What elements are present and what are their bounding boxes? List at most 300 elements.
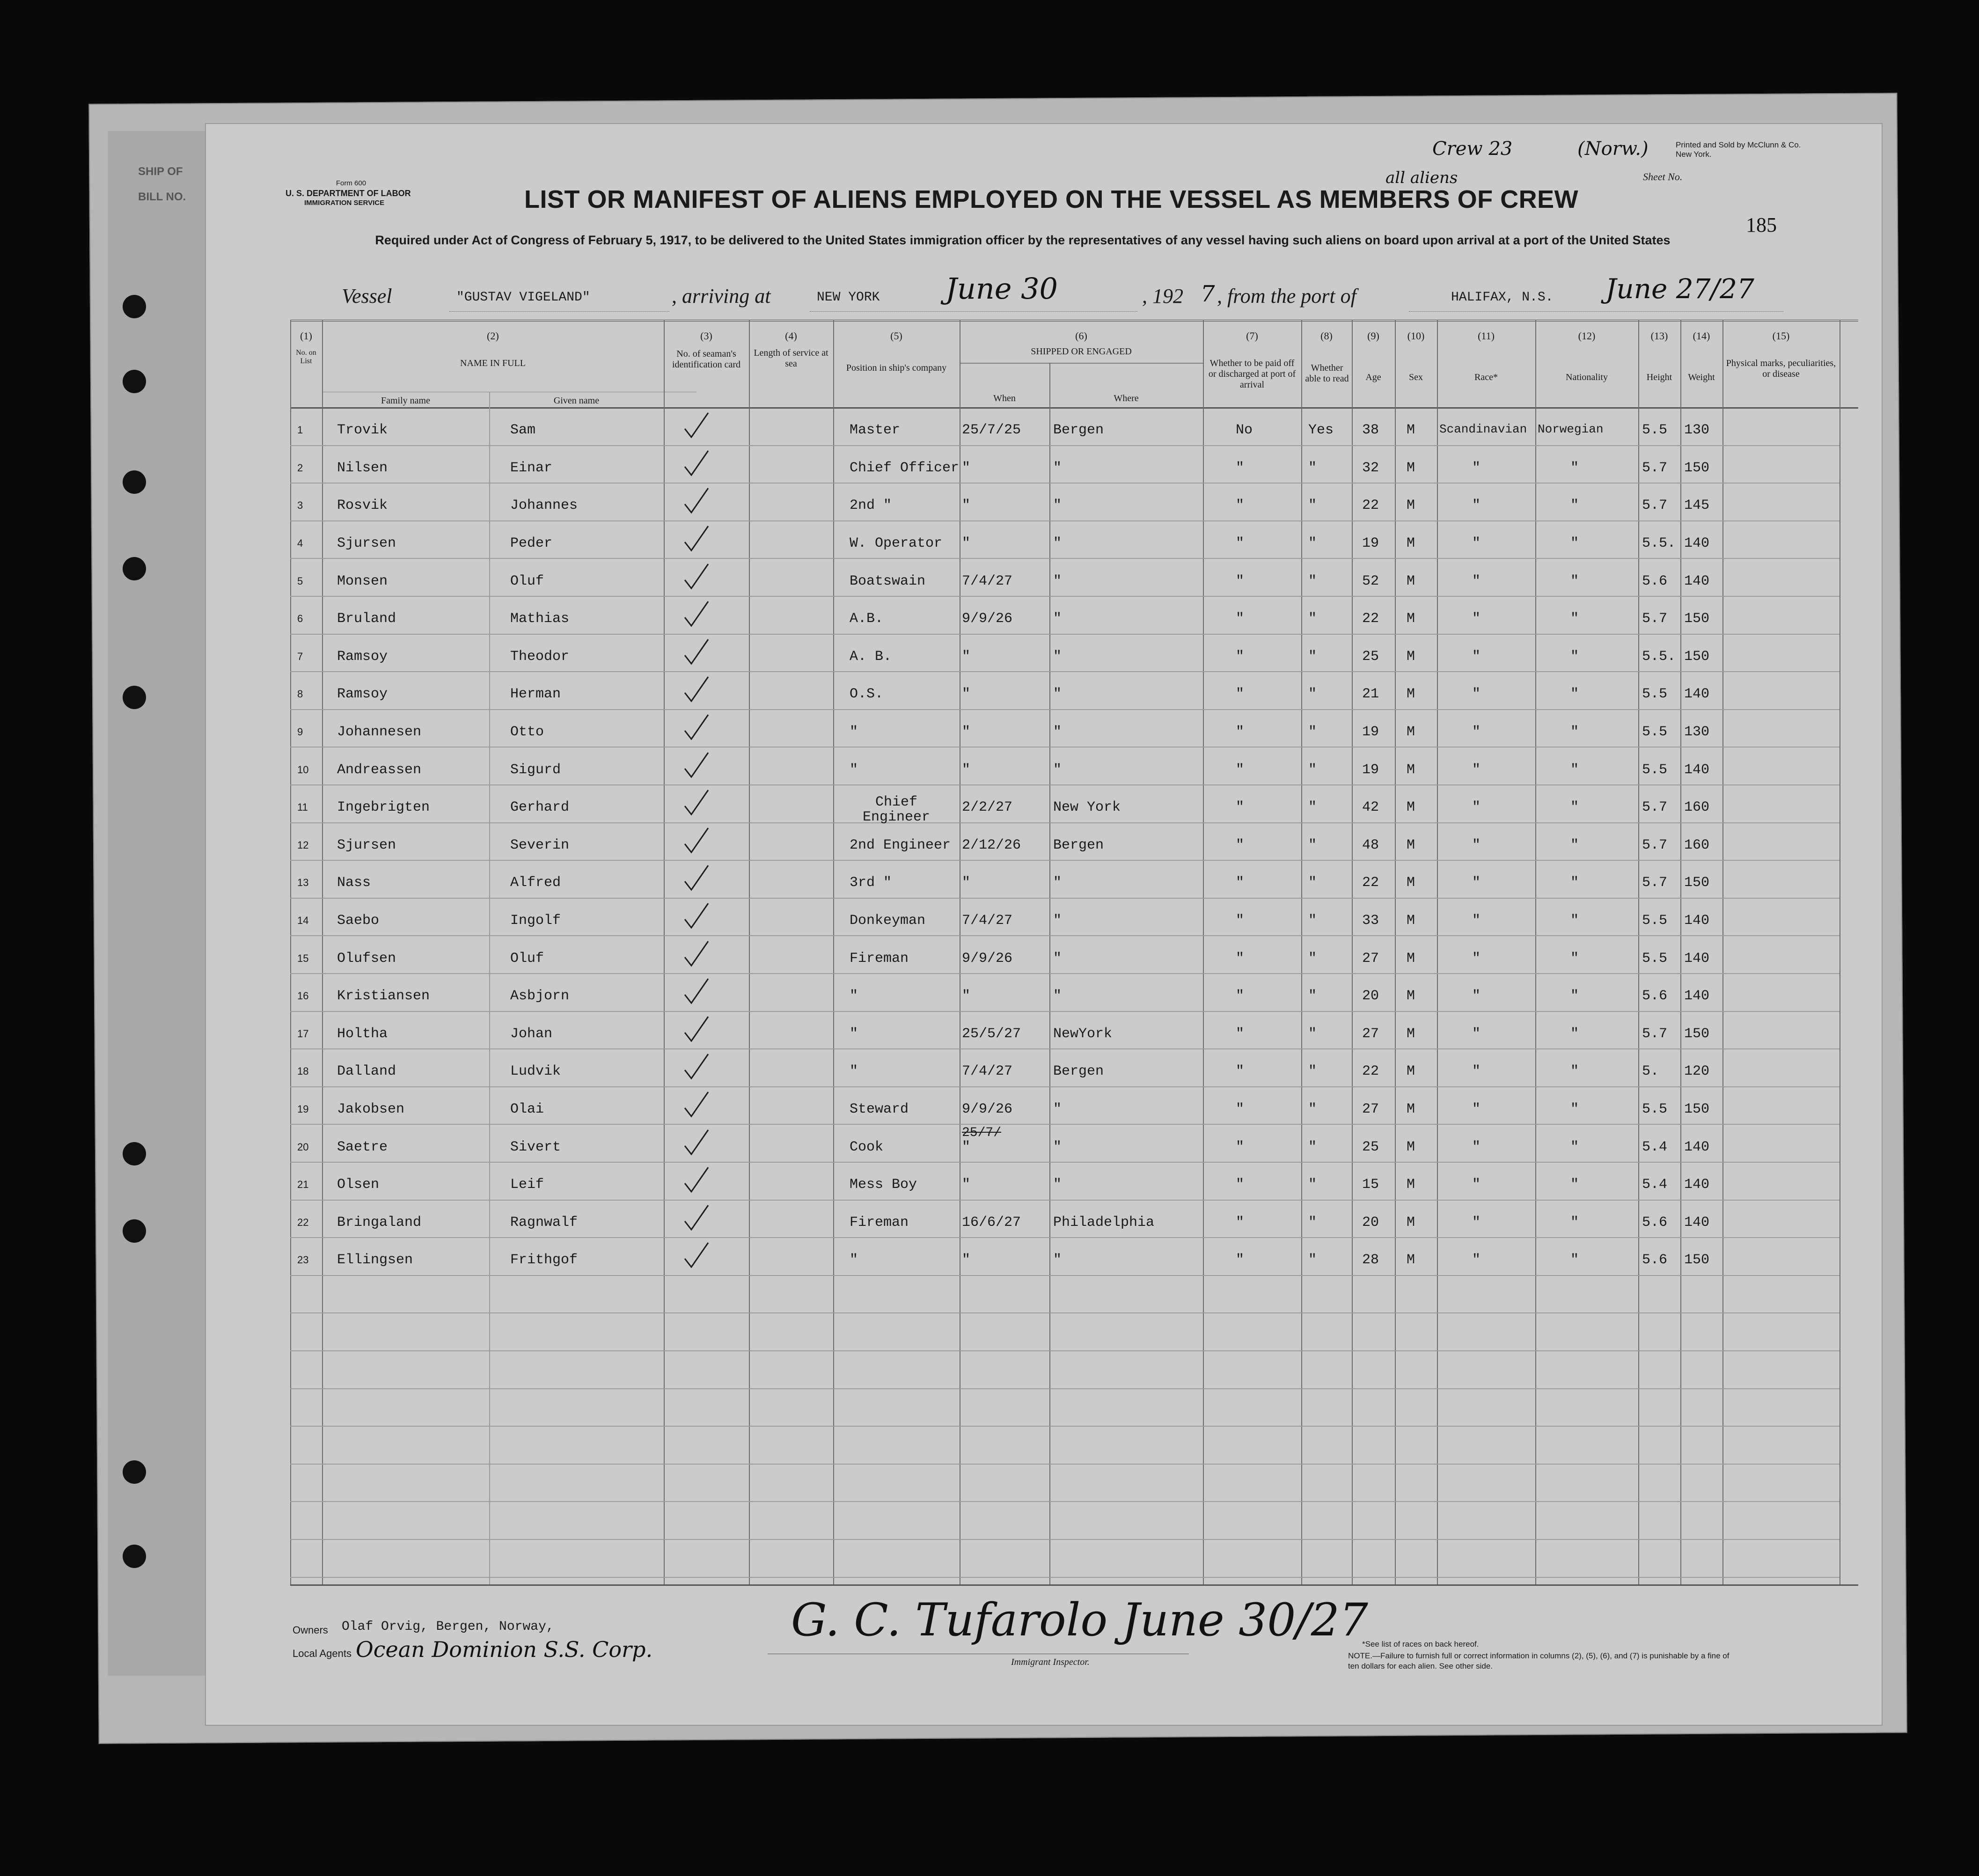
position-cell: Fireman — [850, 951, 909, 967]
hdr-nationality: Nationality — [1566, 372, 1608, 382]
sex-cell: M — [1407, 1252, 1415, 1268]
colnum-3: (3) — [700, 330, 712, 342]
row-rule — [290, 520, 1840, 521]
vessel-name: "GUSTAV VIGELAND" — [456, 290, 590, 305]
height-cell: 5.4 — [1642, 1139, 1668, 1155]
paid-off-cell: " — [1236, 1026, 1245, 1042]
hdr-sex: Sex — [1409, 372, 1423, 382]
age-cell: 25 — [1362, 1139, 1379, 1155]
sex-cell: M — [1407, 649, 1415, 665]
weight-cell: 140 — [1684, 535, 1710, 551]
read-cell: " — [1308, 535, 1317, 551]
sex-cell: M — [1407, 1063, 1415, 1079]
paid-off-cell: " — [1236, 1063, 1245, 1079]
colnum-2: (2) — [487, 330, 499, 342]
given-name-cell: Alfred — [510, 875, 561, 891]
arriving-underline — [810, 311, 1137, 312]
colnum-6: (6) — [1075, 330, 1087, 342]
row-rule — [290, 1464, 1840, 1465]
read-cell: " — [1308, 686, 1317, 702]
nationality-cell: " — [1570, 1026, 1579, 1042]
sex-cell: M — [1407, 1139, 1415, 1155]
sex-cell: M — [1407, 535, 1415, 551]
where-cell: " — [1053, 1101, 1062, 1117]
check-mark-icon — [681, 902, 709, 931]
age-cell: 42 — [1362, 799, 1379, 815]
height-cell: 5.7 — [1642, 460, 1668, 476]
check-mark-icon — [681, 412, 709, 440]
colnum-10: (10) — [1407, 330, 1425, 342]
punch-hole — [123, 470, 146, 494]
check-mark-icon — [681, 525, 709, 553]
sex-cell: M — [1407, 875, 1415, 891]
colnum-5: (5) — [890, 330, 902, 342]
colnum-13: (13) — [1650, 330, 1668, 342]
race-cell: " — [1472, 951, 1481, 967]
hdr-able-read: Whether able to read — [1305, 363, 1349, 384]
height-cell: 5.6 — [1642, 1252, 1668, 1268]
read-cell: " — [1308, 913, 1317, 929]
sex-cell: M — [1407, 724, 1415, 740]
row-rule — [290, 860, 1840, 861]
check-mark-icon — [681, 638, 709, 667]
family-name-cell: Nass — [337, 875, 371, 891]
check-mark-icon — [681, 450, 709, 478]
position-cell: Cook — [850, 1139, 884, 1155]
check-mark-icon — [681, 1204, 709, 1232]
col-line — [1352, 320, 1353, 1584]
col-line — [833, 320, 834, 1584]
where-cell: " — [1053, 1177, 1062, 1193]
position-cell: Chief Officer — [850, 460, 960, 476]
year-label: , 192 — [1142, 285, 1183, 308]
where-cell: " — [1053, 686, 1062, 702]
weight-cell: 140 — [1684, 988, 1710, 1004]
position-cell: Steward — [850, 1101, 909, 1117]
hdr-race: Race* — [1474, 372, 1498, 382]
back-page-label — [138, 159, 186, 210]
height-cell: 5.7 — [1642, 875, 1668, 891]
department-name: U. S. DEPARTMENT OF LABOR — [286, 189, 411, 198]
where-cell: " — [1053, 460, 1062, 476]
age-cell: 19 — [1362, 762, 1379, 778]
colnum-11: (11) — [1478, 330, 1495, 342]
manifest-title: LIST OR MANIFEST OF ALIENS EMPLOYED ON THE VESSEL AS MEMBERS OF CREW — [524, 185, 1579, 213]
family-name-cell: Dalland — [337, 1063, 396, 1079]
family-name-cell: Nilsen — [337, 460, 388, 476]
race-cell: " — [1472, 1215, 1481, 1231]
row-rule — [290, 1350, 1840, 1351]
row-rule — [290, 1124, 1840, 1125]
position-cell: " — [850, 762, 858, 778]
read-cell: " — [1308, 1252, 1317, 1268]
row-rule — [290, 973, 1840, 974]
position-cell: Donkeyman — [850, 913, 926, 929]
weight-cell: 150 — [1684, 611, 1710, 627]
row-rule — [290, 1275, 1840, 1276]
row-rule — [290, 1577, 1840, 1578]
row-number: 14 — [297, 915, 309, 926]
owners-value: Olaf Orvig, Bergen, Norway, — [342, 1620, 554, 1634]
when-cell: " — [962, 649, 971, 665]
age-cell: 22 — [1362, 498, 1379, 513]
check-mark-icon — [681, 789, 709, 817]
row-number: 10 — [297, 764, 309, 776]
when-cell: 2/2/27 — [962, 799, 1013, 815]
race-cell: " — [1472, 535, 1481, 551]
age-cell: 19 — [1362, 724, 1379, 740]
position-cell: A.B. — [850, 611, 884, 627]
age-cell: 21 — [1362, 686, 1379, 702]
sex-cell: M — [1407, 611, 1415, 627]
age-cell: 22 — [1362, 611, 1379, 627]
hdr-height: Height — [1646, 372, 1672, 382]
row-rule — [290, 1200, 1840, 1201]
row-number: 22 — [297, 1216, 309, 1228]
when-cell: " — [962, 498, 971, 513]
nationality-cell: " — [1570, 611, 1579, 627]
punch-hole — [123, 295, 146, 318]
nationality-cell: " — [1570, 1063, 1579, 1079]
height-cell: 5.4 — [1642, 1177, 1668, 1193]
read-cell: " — [1308, 799, 1317, 815]
race-cell: " — [1472, 913, 1481, 929]
check-mark-icon — [681, 1091, 709, 1119]
row-number: 20 — [297, 1141, 309, 1153]
row-rule — [290, 671, 1840, 672]
read-cell: " — [1308, 1063, 1317, 1079]
departure-date: June 27/27 — [1605, 273, 1754, 305]
age-cell: 22 — [1362, 1063, 1379, 1079]
row-number: 4 — [297, 537, 303, 549]
nationality-cell: " — [1570, 951, 1579, 967]
owners-label: Owners — [293, 1624, 328, 1636]
when-cell: 9/9/26 — [962, 951, 1013, 967]
col-line — [1680, 320, 1681, 1584]
row-number: 21 — [297, 1179, 309, 1190]
sex-cell: M — [1407, 422, 1415, 438]
manifest-sheet — [206, 124, 1882, 1725]
hdr-given-name: Given name — [553, 396, 600, 406]
arriving-port: NEW YORK — [817, 290, 880, 305]
hdr-when: When — [993, 393, 1016, 403]
table-top-rule — [290, 320, 1858, 322]
position-cell: 3rd " — [850, 875, 892, 891]
row-rule — [290, 445, 1840, 446]
paid-off-cell: " — [1236, 951, 1245, 967]
paid-off-cell: " — [1236, 460, 1245, 476]
family-name-cell: Ramsoy — [337, 686, 388, 702]
height-cell: 5.7 — [1642, 799, 1668, 815]
weight-cell: 150 — [1684, 1252, 1710, 1268]
paid-off-cell: " — [1236, 1101, 1245, 1117]
when-cell: " — [962, 988, 971, 1004]
family-name-cell: Holtha — [337, 1026, 388, 1042]
when-cell: " — [962, 686, 971, 702]
read-cell: " — [1308, 649, 1317, 665]
row-number: 16 — [297, 990, 309, 1002]
race-cell: Scandinavian — [1439, 422, 1527, 436]
family-name-cell: Bruland — [337, 611, 396, 627]
norw-note: (Norw.) — [1577, 138, 1649, 160]
age-cell: 48 — [1362, 837, 1379, 853]
header-rule — [290, 407, 1858, 409]
paid-off-cell: " — [1236, 1252, 1245, 1268]
sex-cell: M — [1407, 498, 1415, 513]
read-cell: " — [1308, 1215, 1317, 1231]
weight-cell: 160 — [1684, 837, 1710, 853]
sex-cell: M — [1407, 1101, 1415, 1117]
where-cell: " — [1053, 875, 1062, 891]
colnum-7: (7) — [1246, 330, 1258, 342]
position-cell: " — [850, 1026, 858, 1042]
nationality-cell: " — [1570, 762, 1579, 778]
when-cell: " — [962, 762, 971, 778]
col-line — [290, 320, 291, 1584]
given-name-cell: Mathias — [510, 611, 570, 627]
read-cell: " — [1308, 573, 1317, 589]
age-cell: 28 — [1362, 1252, 1379, 1268]
where-cell: " — [1053, 724, 1062, 740]
family-name-cell: Ingebrigten — [337, 799, 430, 815]
agents-value: Ocean Dominion S.S. Corp. — [356, 1637, 653, 1662]
punch-hole — [123, 1545, 146, 1568]
check-mark-icon — [681, 676, 709, 704]
given-name-cell: Ludvik — [510, 1063, 561, 1079]
row-number: 8 — [297, 688, 303, 700]
position-cell: Fireman — [850, 1215, 909, 1231]
row-number: 23 — [297, 1254, 309, 1266]
year-digit: 7 — [1201, 281, 1215, 307]
weight-cell: 150 — [1684, 875, 1710, 891]
age-cell: 52 — [1362, 573, 1379, 589]
position-cell: " — [850, 724, 858, 740]
nationality-cell: " — [1570, 837, 1579, 853]
check-mark-icon — [681, 827, 709, 855]
sex-cell: M — [1407, 762, 1415, 778]
when-cell: " — [962, 460, 971, 476]
weight-cell: 150 — [1684, 649, 1710, 665]
given-name-cell: Sigurd — [510, 762, 561, 778]
paid-off-cell: " — [1236, 988, 1245, 1004]
nationality-cell: " — [1570, 535, 1579, 551]
height-cell: 5.7 — [1642, 1026, 1668, 1042]
where-cell: " — [1053, 535, 1062, 551]
given-name-cell: Johan — [510, 1026, 553, 1042]
race-cell: " — [1472, 1101, 1481, 1117]
sex-cell: M — [1407, 573, 1415, 589]
footnote-races: *See list of races on back hereof. — [1362, 1640, 1479, 1649]
read-cell: " — [1308, 837, 1317, 853]
row-rule — [290, 596, 1840, 597]
family-name-cell: Monsen — [337, 573, 388, 589]
position-cell: A. B. — [850, 649, 892, 665]
inspector-label: Immigrant Inspector. — [1011, 1657, 1090, 1667]
hdr-no-on-list: No. on List — [296, 349, 316, 365]
nationality-cell: " — [1570, 724, 1579, 740]
row-rule — [290, 822, 1840, 823]
given-name-cell: Oluf — [510, 951, 544, 967]
vessel-underline — [449, 311, 669, 312]
page-number: 185 — [1746, 213, 1777, 236]
nationality-cell: " — [1570, 799, 1579, 815]
family-name-cell: Rosvik — [337, 498, 388, 513]
printer-credit: Printed and Sold by McClunn & Co. New York. — [1676, 140, 1801, 159]
table-bottom-rule — [290, 1584, 1858, 1586]
col-line — [1203, 320, 1204, 1584]
weight-cell: 140 — [1684, 1215, 1710, 1231]
race-cell: " — [1472, 1139, 1481, 1155]
given-name-cell: Einar — [510, 460, 553, 476]
where-cell: " — [1053, 988, 1062, 1004]
height-cell: 5.6 — [1642, 1215, 1668, 1231]
age-cell: 27 — [1362, 1101, 1379, 1117]
nationality-cell: " — [1570, 649, 1579, 665]
colnum-8: (8) — [1320, 330, 1333, 342]
where-cell: " — [1053, 951, 1062, 967]
paid-off-cell: " — [1236, 686, 1245, 702]
where-cell: NewYork — [1053, 1026, 1113, 1042]
when-cell: 16/6/27 — [962, 1215, 1021, 1231]
colnum-9: (9) — [1367, 330, 1379, 342]
paid-off-cell: No — [1236, 422, 1253, 438]
paid-off-cell: " — [1236, 762, 1245, 778]
race-cell: " — [1472, 460, 1481, 476]
when-cell: " — [962, 1177, 971, 1193]
sex-cell: M — [1407, 837, 1415, 853]
manifest-subtitle: Required under Act of Congress of February 5, 1917, to be delivered to the United States immigration officer by the representatives of any vessel having such aliens on board upon arrival at a port of the United States — [375, 233, 1671, 247]
hdr-age: Age — [1365, 372, 1381, 382]
height-cell: 5.5 — [1642, 951, 1668, 967]
col-line — [1301, 320, 1302, 1584]
height-cell: 5.7 — [1642, 498, 1668, 513]
read-cell: " — [1308, 498, 1317, 513]
sex-cell: M — [1407, 951, 1415, 967]
read-cell: " — [1308, 1101, 1317, 1117]
col-line — [1638, 320, 1639, 1584]
punch-hole — [123, 1219, 146, 1243]
row-rule — [290, 1501, 1840, 1502]
colnum-1: (1) — [300, 330, 312, 342]
when-cell: " — [962, 1139, 971, 1155]
family-name-cell: Kristiansen — [337, 988, 430, 1004]
row-rule — [290, 935, 1840, 936]
height-cell: 5.7 — [1642, 837, 1668, 853]
col-line — [1535, 320, 1536, 1584]
read-cell: " — [1308, 875, 1317, 891]
row-number: 1 — [297, 424, 303, 436]
race-cell: " — [1472, 799, 1481, 815]
inspector-signature: G. C. Tufarolo June 30/27 — [791, 1594, 1368, 1646]
hdr-paid-off: Whether to be paid off or discharged at port of arrival — [1208, 358, 1296, 390]
paid-off-cell: " — [1236, 875, 1245, 891]
col-line — [664, 320, 665, 1584]
position-cell: " — [850, 1252, 858, 1268]
arrival-date: June 30 — [946, 271, 1058, 306]
nationality-cell: " — [1570, 875, 1579, 891]
height-cell: 5.5. — [1642, 535, 1676, 551]
paid-off-cell: " — [1236, 799, 1245, 815]
punch-hole — [123, 370, 146, 393]
given-name-cell: Olai — [510, 1101, 544, 1117]
when-cell: 2/12/26 — [962, 837, 1021, 853]
hdr-weight: Weight — [1688, 372, 1715, 382]
row-number: 7 — [297, 651, 303, 662]
weight-cell: 150 — [1684, 1026, 1710, 1042]
given-name-cell: Asbjorn — [510, 988, 570, 1004]
race-cell: " — [1472, 837, 1481, 853]
where-cell: Bergen — [1053, 1063, 1104, 1079]
read-cell: " — [1308, 988, 1317, 1004]
weight-cell: 150 — [1684, 1101, 1710, 1117]
height-cell: 5.6 — [1642, 573, 1668, 589]
family-name-cell: Bringaland — [337, 1215, 422, 1231]
read-cell: Yes — [1308, 422, 1334, 438]
family-name-cell: Olufsen — [337, 951, 396, 967]
row-number: 12 — [297, 839, 309, 851]
row-number: 5 — [297, 575, 303, 587]
race-cell: " — [1472, 988, 1481, 1004]
race-cell: " — [1472, 1063, 1481, 1079]
paid-off-cell: " — [1236, 498, 1245, 513]
weight-cell: 140 — [1684, 913, 1710, 929]
nationality-cell: " — [1570, 460, 1579, 476]
row-number: 9 — [297, 726, 303, 738]
family-name-cell: Saebo — [337, 913, 380, 929]
when-cell: " — [962, 1252, 971, 1268]
race-cell: " — [1472, 649, 1481, 665]
paid-off-cell: " — [1236, 1139, 1245, 1155]
position-cell: 2nd Engineer — [850, 837, 951, 853]
row-number: 2 — [297, 462, 303, 474]
hdr-length-service: Length of service at sea — [754, 348, 828, 369]
paid-off-cell: " — [1236, 1215, 1245, 1231]
given-name-cell: Theodor — [510, 649, 570, 665]
row-rule — [290, 1312, 1840, 1313]
weight-cell: 130 — [1684, 724, 1710, 740]
row-rule — [290, 1388, 1840, 1389]
col-line — [749, 320, 750, 1584]
colnum-15: (15) — [1772, 330, 1790, 342]
position-cell: " — [850, 988, 858, 1004]
row-number: 18 — [297, 1065, 309, 1077]
weight-cell: 145 — [1684, 498, 1710, 513]
race-cell: " — [1472, 724, 1481, 740]
family-name-cell: Saetre — [337, 1139, 388, 1155]
age-cell: 19 — [1362, 535, 1379, 551]
when-cell: 25/7/25 — [962, 422, 1021, 438]
position-cell: 2nd " — [850, 498, 892, 513]
col-line — [1722, 320, 1723, 1584]
sex-cell: M — [1407, 1215, 1415, 1231]
title-annotation: all aliens — [1385, 169, 1458, 187]
shipped-sub-rule — [960, 363, 1203, 364]
position-cell: W. Operator — [850, 535, 943, 551]
check-mark-icon — [681, 601, 709, 629]
check-mark-icon — [681, 940, 709, 968]
sex-cell: M — [1407, 799, 1415, 815]
sex-cell: M — [1407, 988, 1415, 1004]
height-cell: 5. — [1642, 1063, 1659, 1079]
nationality-cell: " — [1570, 913, 1579, 929]
age-cell: 33 — [1362, 913, 1379, 929]
where-cell: " — [1053, 913, 1062, 929]
where-cell: " — [1053, 1139, 1062, 1155]
hdr-physical: Physical marks, peculiarities, or disease — [1726, 358, 1836, 379]
footnote-note: NOTE.—Failure to furnish full or correct information in columns (2), (5), (6), and (7) is punishable by a fine of ten dollars for each alien. See other side. — [1348, 1651, 1730, 1671]
given-name-cell: Johannes — [510, 498, 578, 513]
family-name-cell: Sjursen — [337, 535, 396, 551]
